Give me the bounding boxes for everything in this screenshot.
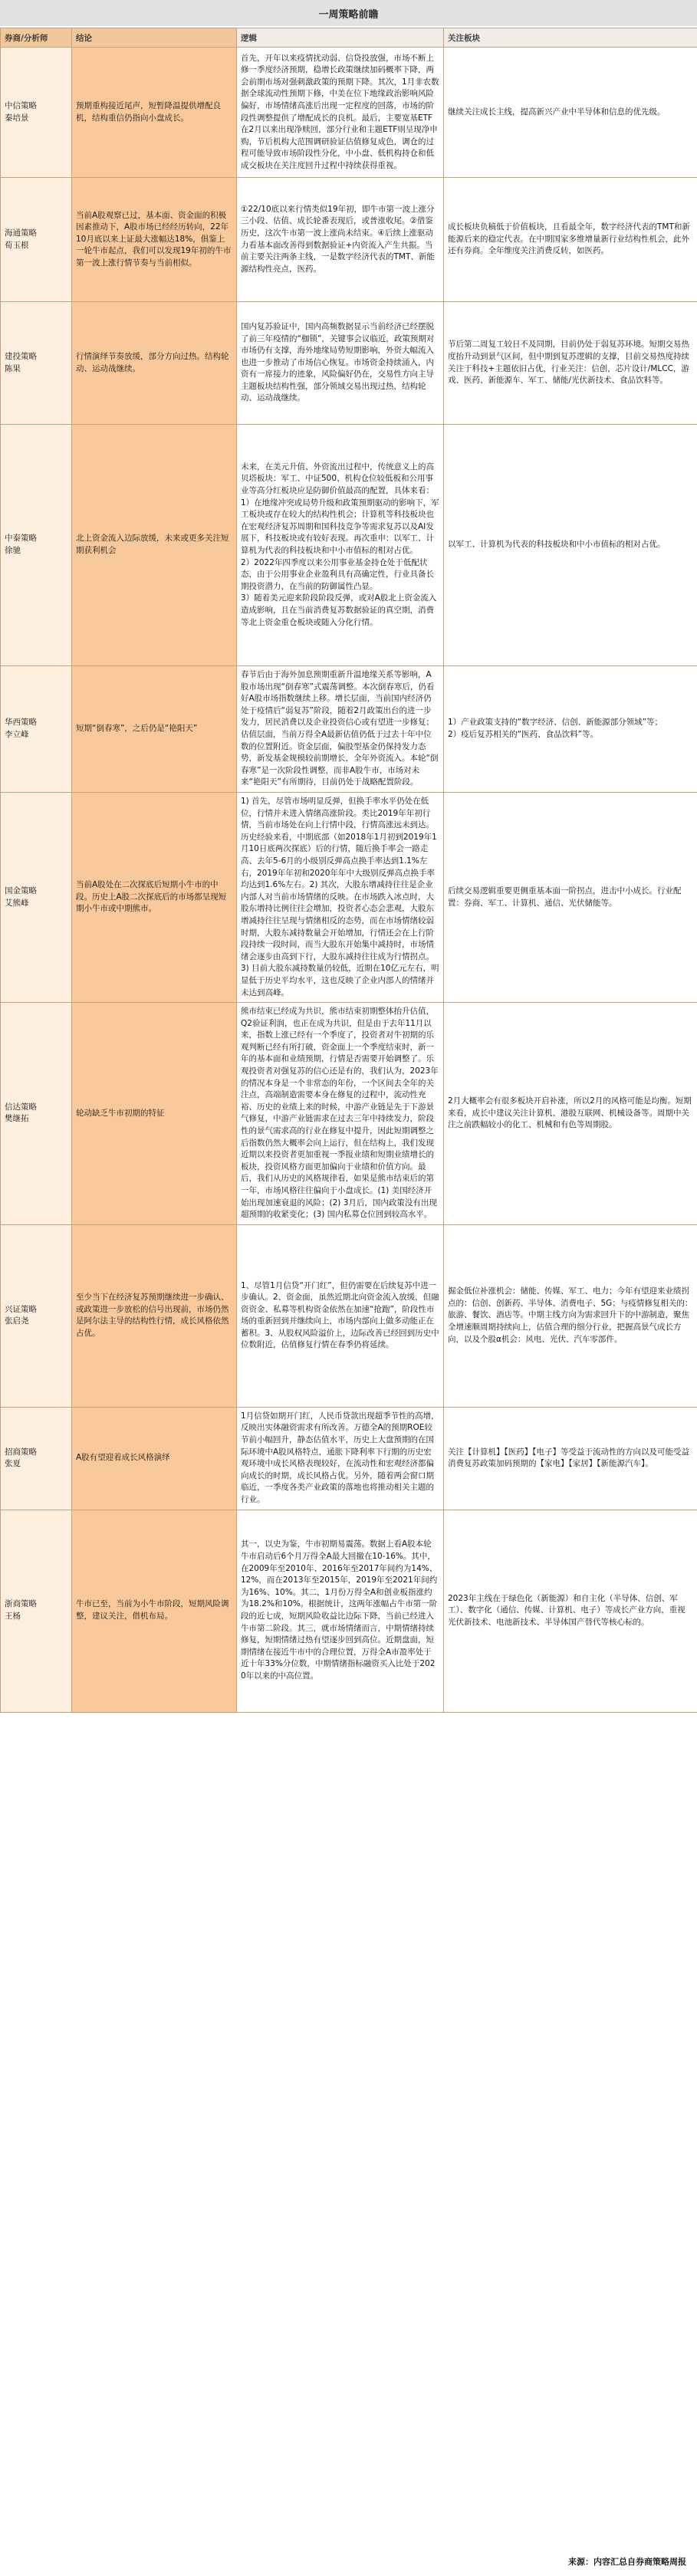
analyst-name: 张夏 (5, 1459, 21, 1469)
conclusion-cell: 短期“倒春寒”，之后仍是“艳阳天” (72, 666, 237, 793)
header-logic: 逻辑 (237, 28, 444, 48)
broker-name: 信达策略 (5, 1102, 37, 1112)
broker-name: 兴证策略 (5, 1304, 37, 1314)
analyst-name: 秦培景 (5, 113, 29, 123)
logic-paragraph: 首先，开年以来疫情扰动弱、信贷投放强，市场不断上修一季度经济预期，稳增长政策继续加码概率下降，两会前期市场对强刺激政策的预期下降。其次，1月非农数据全球流动性预期下修，中美在位下地缘政治影响风险偏好，市场情绪高涨后出现一定程度的回落，市场的阶段性调整提供了增配成长的良机。最后，主要宽基ETF在2月以来出现净赎回，部分行业和主题ETF则呈现净申购，节后机构大范围调研验证估值修复成色，调仓的过程可能导致市场阶段性分化，中小盘、低机构持仓和低成交板块在关注度回升过程中持续获得重视。 (241, 53, 439, 170)
broker-name: 国金策略 (5, 886, 37, 895)
broker-name: 华西策略 (5, 718, 37, 728)
source-footer: 来源：内容汇总自券商策略周报 (568, 2557, 686, 2567)
table-row (1, 425, 697, 666)
logic-cell (237, 1510, 444, 1712)
analyst-name: 荀玉根 (5, 240, 29, 250)
conclusion-cell: 轮动缺乏牛市初期的特征 (72, 1003, 237, 1225)
analyst-name: 艾熊峰 (5, 898, 29, 908)
focus-cell: 继续关注成长主线，提高新兴产业中半导体和信息的优先级。 (444, 48, 697, 178)
table-row (1, 793, 697, 1003)
conclusion-cell: 至少当下在经济复苏预期继续进一步确认、或政策进一步放松的信号出现前，市场仍然是阿尔法主导的结构性行情，成长风格依然占优。 (72, 1224, 237, 1407)
conclusion-cell: 北上资金流入边际放缓，未来或更多关注短期获利机会 (72, 425, 237, 666)
table-row (1, 302, 697, 425)
focus-cell: 以军工、计算机为代表的科技板块和中小市值标的相对占优。 (444, 425, 697, 666)
broker-name: 招商策略 (5, 1447, 37, 1457)
analyst-cell (1, 1510, 72, 1712)
table-row (1, 1510, 697, 1712)
strategy-table (0, 28, 697, 1713)
broker-name: 建投策略 (5, 351, 37, 361)
focus-item: 2）疫后复苏相关的“医药、食品饮料”等。 (448, 730, 599, 739)
analyst-cell (1, 48, 72, 178)
logic-paragraph: 未来，在美元升值、外资流出过程中，传统意义上的高贝塔板块：军工、中证500、机构仓位较低板和公用事业等高分红板块应是防御价值最高的配置，具体来看： (241, 462, 434, 496)
logic-paragraph: 1、尽管1月信贷“开门红”，但仍需要在后续复苏中进一步确认。2、资金面，虽然近期北向资金流入放缓，但融资资金、私募等机构资金依然在加速“抢跑”，阶段性市场的重新回到并继续向上，市场内部向上做多动能正在蓄积。3、从股权风险溢价上，边际改善已经回到历史中位数附近，估值修复行情在春季仍将延续。 (241, 1280, 439, 1350)
table-header-row (1, 28, 697, 48)
table-row (1, 48, 697, 178)
focus-cell (444, 666, 697, 793)
analyst-cell (1, 425, 72, 666)
logic-paragraph: 1) 首先，尽管市场明显反弹，但换手率水平仍处在低位，行情并未进入情绪高涨阶段。类比2019年年初行情，当前市场处在向上行情中段，行情高涨远未到达。历史经验来看，中期底部（如2018年1月初到2019年1月10日底两次探底）后的行情，随后换手率会一路走高、去年5-6月的小级别反弹高点换手率达到1.1%左右，2019年年初和2020年年中大级别反弹高点换手率均达到1.6%左右。2) 其次，大股东增减持往往是企业内部人对当前市场情绪的反映。在市场跌入冰点时，大股东增持比例往往会增加，投资者心态会悲观，大股东增减持往往呈现与情绪相反的态势，而在市场情绪较弱时期，大股东减持数量会开始增加，行情还会在上行阶段持续一段时间，而当大股东开始集中减持时，市场情绪会逐步由高到下行，大股东减持往往成为行情拐点。3) 目前大股东减持数量仍较低，近期在10亿元左右，明显低于历史平均水平，这也反映了企业内部人的情绪并未达到高峰。 (241, 797, 439, 997)
analyst-name: 樊继拓 (5, 1114, 29, 1124)
focus-cell: 节后第二周复工较日不及同期，目前仍处于弱复苏环境。短期交易热度抬升动到景气区间，但中期到复苏逻辑的支撑，目前交易热度持续关注于科技+主题依旧占优，行业关注：信创，芯片设计/MLCC，游戏、医药、新能源车、军工、储能/光伏新技术、食品饮料等。 (444, 302, 697, 425)
logic-paragraph: 熊市结束已经成为共识，熊市结束初期整体抬升估值，Q2验证利润，也正在成为共识，但是由于去年11月以来，指数上涨已经有一个季度了，投资者对牛初期的乐观判断已经有所打破，资金面上一个季度结束时，新一年的基本面和业绩预期，行情是否需要开始调整了。乐观投资者对强复苏的信心还是有的，我们认为，2023年的情况本身是一个非常态的年份，一个区间去全年的关注点，高端制造需要本身在修复的过程中，流动性充裕、历史的业绩上来的时候，中游产业链是先于下游景气修复，中游产业链需求在过去三年中持续发力，阶段性的景气需求高的行业在修复中提升，因此短期调整之后指数仍然大概率会向上运行，但在结构上，我们发现近期以来投资者更加重视一季报业绩和短期业绩增长的板块，投资风格方面更加偏向于业绩和价值方向。最后，我们从历史的风格规律看，如果是熊市结束后的第一年，市场风格往往偏向于小盘成长。(1) 美国经济开始出现加速衰退的风险；(2) 3月后，国内政策没有出现超预期的收紧变化；(3) 国内私募仓位回到较高水平。 (241, 1007, 439, 1220)
analyst-cell (1, 1407, 72, 1510)
broker-name: 海通策略 (5, 228, 37, 238)
table-row (1, 1003, 697, 1225)
conclusion-cell: 当前A股观察已过，基本面、资金面的积极因素推动下，A股市场已经经历转向，22年10月底以来上证最大涨幅达18%，俱鉴上一轮牛市起点，我们可以发现19年初的牛市第一波上涨行情节奏与当前相似。 (72, 178, 237, 302)
logic-cell (237, 302, 444, 425)
analyst-name: 李立峰 (5, 730, 29, 739)
focus-cell: 掘金低位补涨机会：储能、传媒、军工、电力；今年有望迎来业绩拐点的：信创、创新药、半导体、消费电子、5G；与疫情修复相关的：旅游、餐饮、酒店等。中期主线方向为需求回升下的中游制造，聚焦全增速顺周期持续向上，估值合理的细分行业，把握高景气成长方向，以及个股α机会：风电、光伏、汽车零部件。 (444, 1224, 697, 1407)
logic-cell (237, 793, 444, 1003)
table-row (1, 666, 697, 793)
analyst-cell (1, 302, 72, 425)
focus-cell: 关注【计算机】【医药】【电子】等受益于流动性的方向以及可能受益消费复苏政策加码预期的【家电】【家居】【新能源汽车】。 (444, 1407, 697, 1510)
logic-paragraph: 1月信贷如期开门红，人民币贷款出现超季节性的高增，反映出实体融资需求有所改善。万德全A的预期ROE较节前小幅回升，静态估值水平，历史上大盘预期的在国际环境中A股风格特点，通胀下降利率下行期的历史宏观环境中成长风格表现较好，在流动性和宏观经济都偏向成长的时期，成长风格占优。另外，随着两会窗口期临近，一季度各类产业政策的落地也将推动相关主题的行业。 (241, 1411, 439, 1504)
logic-paragraph: 2）2022年四季度以来公用事业基金持仓处于低配状态，由于公用事业企业盈利具有高确定性，行业具备长期投资潜力，在当前的防御属性凸显。 (241, 557, 434, 591)
table-row (1, 178, 697, 302)
header-conclusion: 结论 (72, 28, 237, 48)
analyst-cell (1, 178, 72, 302)
logic-cell (237, 178, 444, 302)
logic-cell (237, 1224, 444, 1407)
table-row (1, 1407, 697, 1510)
conclusion-cell: A股有望迎着成长风格演绎 (72, 1407, 237, 1510)
conclusion-cell: 行情演绎节奏放缓，部分方向过热。结构轮动、运动战继续。 (72, 302, 237, 425)
analyst-name: 张启尧 (5, 1316, 29, 1326)
conclusion-cell: 当前A股处在二次探底后短期小牛市的中段。历史上A股二次探底后的市场都呈现短期小牛市或中期熊市。 (72, 793, 237, 1003)
logic-paragraph: 春节后由于海外加息预期重新升温地缘关系等影响，A股市场出现“倒春寒”式震荡调整。本次倒春寒后，仍看好A股市场指数继续上移。增长层面，当前国内经济仍处于疫情后“弱复苏”阶段，随着2月政策出台的进一步发力，居民消费以及企业投资信心或有望进一步修复；估值层面，当前万得全A最新估值仍低于过去十年中位数的位置附近。资金层面，偏股型基金仍保持发力态势，新发基金规模较前期增长，全年外资流入。本轮“倒春寒”是一次阶段性调整，而非A股牛市，市场对未来“艳阳天”有所期待，目前仍处于战略配置阶段。 (241, 670, 439, 787)
logic-cell (237, 1003, 444, 1225)
header-analyst: 券商/分析师 (1, 28, 72, 48)
logic-cell (237, 425, 444, 666)
page-title: 一周策略前瞻 (0, 0, 697, 26)
logic-paragraph: 其一，以史为鉴，牛市初期易震荡。数据上看A股本轮牛市启动后6个月万得全A最大回撤在10-16%。其中，在2009年至2010年、2016年至2017年间约为14%、12%，而在2013年至2015年，2019年至2021年间约为16%、10%。其二，1月份万得全A和创业板指涨约为18.2%和10%。根据统计，这两年涨幅占牛市第一阶段的近七成，短期风险收益比边际下降，当前已经进入牛市第二阶段。其三，就市场情绪而言，中期情绪持续修复，短期情绪过热有望逐步回到高位。近期盘面，短期情绪在接近牛市中的合理位置，万得全A市盈率处于近十年33%分位数，中期情绪指标融资买入比处于2020年以来的中高位置。 (241, 1539, 438, 1681)
focus-item: 1）产业政策支持的“数字经济、信创、新能源部分领域”等； (448, 718, 663, 728)
logic-cell (237, 666, 444, 793)
logic-cell (237, 48, 444, 178)
broker-name: 中信策略 (5, 100, 37, 110)
focus-cell: 后续交易逻辑重要更侧重基本面一阶拐点，进击中小成长。行业配置：券商、军工、计算机、通信、光伏储能等。 (444, 793, 697, 1003)
analyst-name: 徐驰 (5, 546, 21, 555)
focus-cell: 2月大概率会有很多板块开启补涨，所以2月的风格可能是均衡。短期来看，成长中建议关注计算机、港股互联网、机械设备等。周期中关注之前跌幅较小的化工、机械和有色等周期股。 (444, 1003, 697, 1225)
logic-paragraph: 1）在地缘冲突或局势升级和政策预期驱动的影响下，军工板块或存在较大的结构性机会；计算机等科技板块也在宏观经济复苏周期和国科技竞争等需求复苏以及AI发展下，科技板块或有较好表现。再次重申：以军工、计算机为代表的科技板块和中小市值标的相对占优。 (241, 498, 439, 555)
conclusion-cell: 牛市已至，当前为小牛市阶段，短期风险调整，建议关注，借机布局。 (72, 1510, 237, 1712)
analyst-name: 王杨 (5, 1612, 21, 1622)
focus-cell: 成长板块负稿低于价值板块，且看最全年，数字经济代表的TMT和新能源后来的稳定代表。在中期国家多维增量新行业结构性机会，此外还有券商。全年维度关注消费反转，如医药。 (444, 178, 697, 302)
broker-name: 中泰策略 (5, 534, 37, 544)
table-row (1, 1224, 697, 1407)
conclusion-cell: 预期重构接近尾声，短暂降温提供增配良机，结构重信仍指向小盘成长。 (72, 48, 237, 178)
logic-paragraph: 3）随着美元迎来阶段阶段反弹，或对A股北上资金流入造成影响，且在当前消费复苏数据验证的真空期，消费等北上资金重仓板块或随入分化行情。 (241, 593, 437, 627)
analyst-name: 陈果 (5, 363, 21, 373)
broker-name: 浙商策略 (5, 1599, 37, 1609)
logic-cell (237, 1407, 444, 1510)
analyst-cell (1, 793, 72, 1003)
logic-paragraph: ①22/10底以来行情类似19年初，即牛市第一波上涨分三小段、估值、成长轮番表现后，或普涨收尾。②借鉴历史，这次牛市第一波上涨尚未结束。④后续上涨驱动力看基本面改善得到数据验证+内资流入产生共振。当前主要关注两条主线，一是数字经济代表的TMT、新能源结构性亮点，医药。 (241, 204, 435, 274)
analyst-cell (1, 1224, 72, 1407)
logic-paragraph: 国内复苏验证中，国内高频数据显示当前经济已经摆脱了前三年疫情的“枷锁”，关键事会议临近，政策预期对市场仍有支撑，海外地缘局势短期影响，外资大幅流入也进一步推动了市场信心恢复。市场资金持续涌入，内资有一席接力的迹象，风险偏好仍在，交易性方向主导主题板块结构性强，部分领域交易出现过热，结构轮动、运动战继续。 (241, 321, 435, 403)
analyst-cell (1, 1003, 72, 1225)
header-focus: 关注板块 (444, 28, 697, 48)
focus-cell: 2023年主线在于绿色化（新能源）和自主化（半导体、信创、军工）、数字化（通信、传媒、计算机、电子）等成长产业方向，重视光伏新技术、电池新技术、半导体国产替代等核心标的。 (444, 1510, 697, 1712)
analyst-cell (1, 666, 72, 793)
